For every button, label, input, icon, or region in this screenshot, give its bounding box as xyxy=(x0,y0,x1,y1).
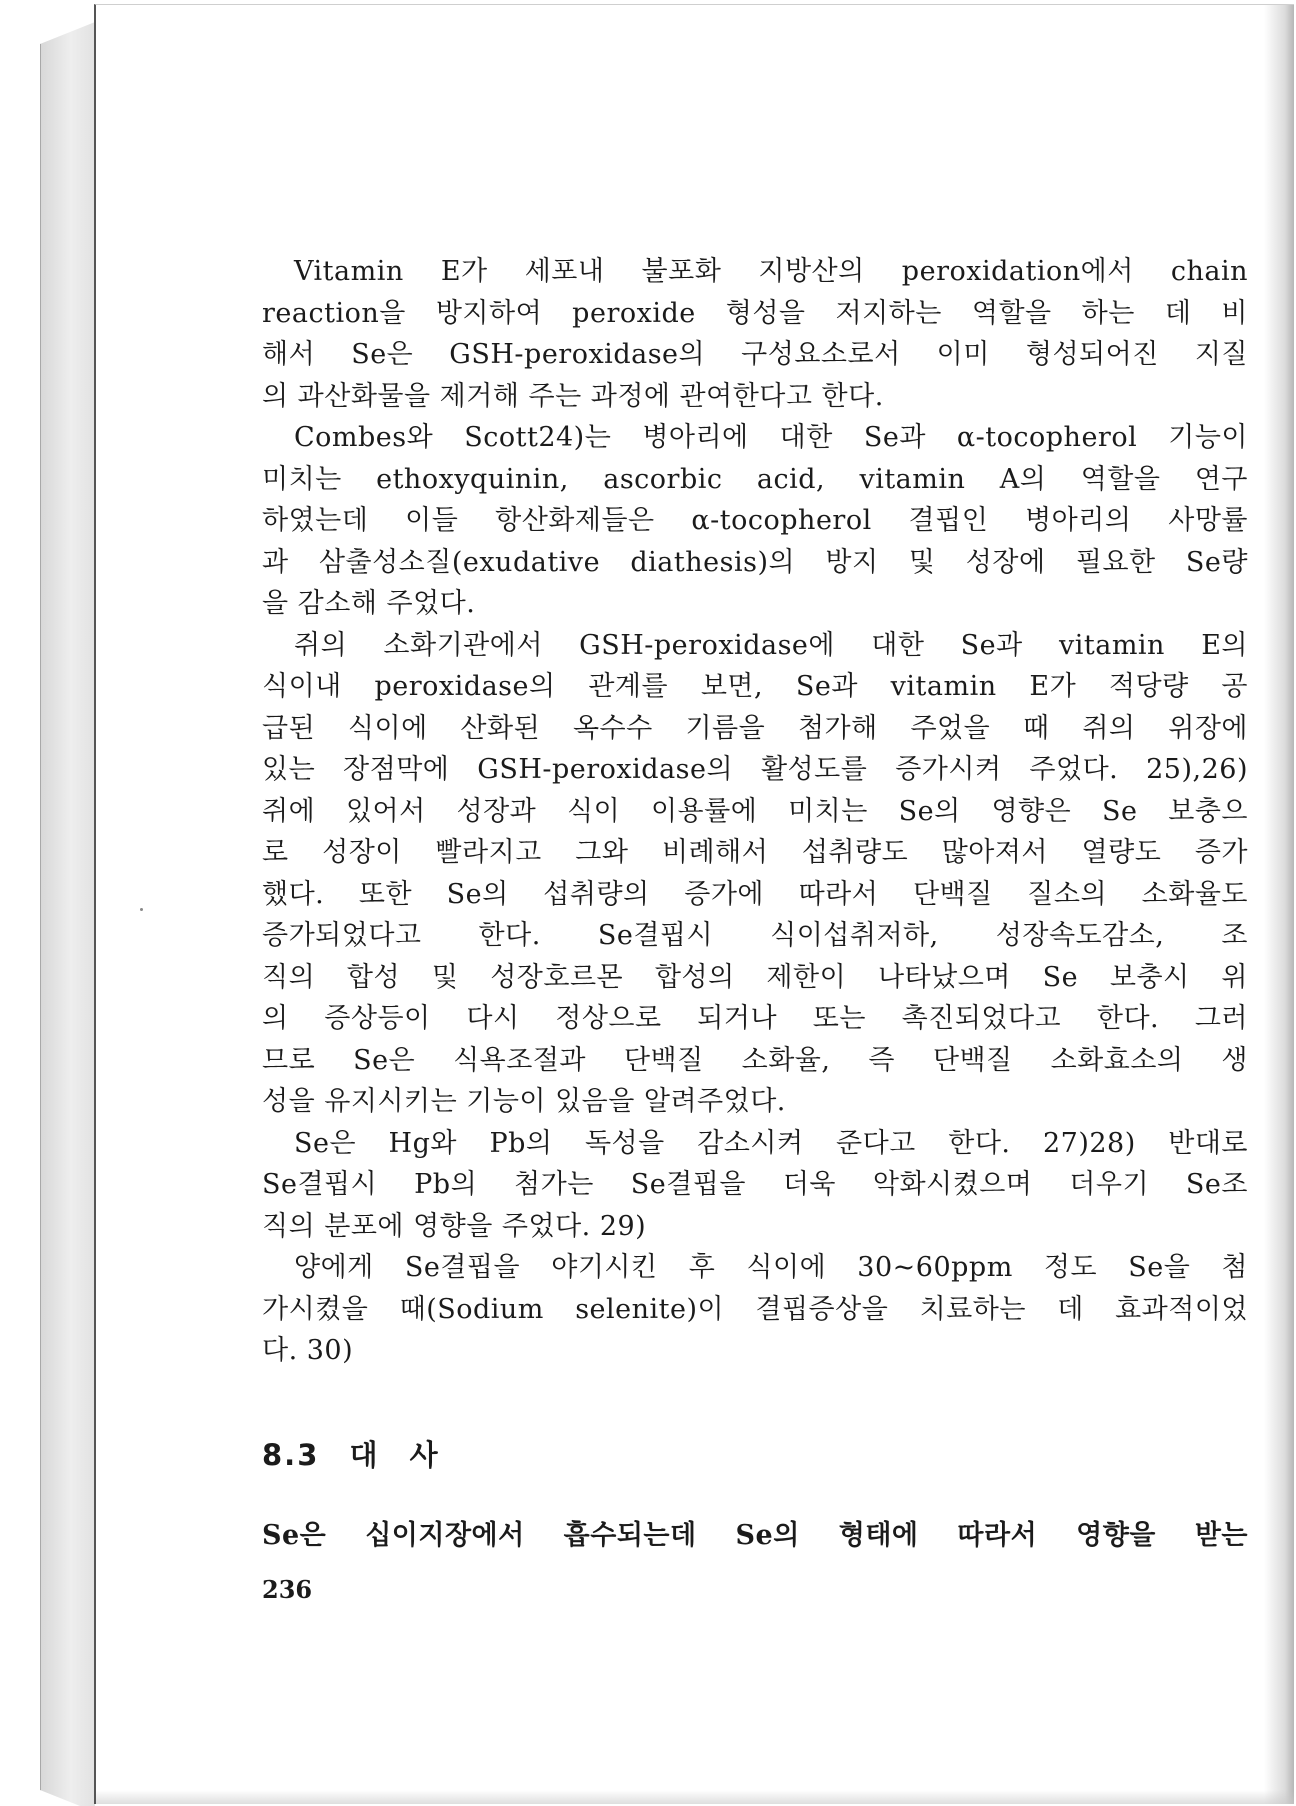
paragraph xyxy=(262,417,1248,625)
text-line: 의 증상등이 다시 정상으로 되거나 또는 촉진되었다고 한다. 그러 xyxy=(262,1003,1248,1034)
section-heading: 8.3 대 사 xyxy=(262,1438,440,1472)
text-line: 성을 유지시키는 기능이 있음을 알려주었다. xyxy=(262,1086,786,1117)
paragraph xyxy=(262,251,1248,417)
text-line: 므로 Se은 식욕조절과 단백질 소화율, 즉 단백질 소화효소의 생 xyxy=(262,1044,1248,1076)
text-line: 식이내 peroxidase의 관계를 보면, Se과 vitamin E가 적당량 공 xyxy=(262,671,1248,702)
paragraph xyxy=(262,1247,1248,1372)
margin-mark xyxy=(140,908,143,911)
text-line: 있는 장점막에 GSH-peroxidase의 활성도를 증가시켜 주었다. 25),26) xyxy=(262,754,1248,785)
text-line: 했다. 또한 Se의 섭취량의 증가에 따라서 단백질 질소의 소화율도 xyxy=(262,878,1248,910)
text-line: 과 삼출성소질(exudative diathesis)의 방지 및 성장에 필요한 Se량 xyxy=(262,546,1248,578)
book-edge xyxy=(40,22,95,1806)
text-line: 쥐에 있어서 성장과 식이 이용률에 미치는 Se의 영향은 Se 보충으 xyxy=(262,795,1248,827)
text-line: 로 성장이 빨라지고 그와 비례해서 섭취량도 많아져서 열량도 증가 xyxy=(262,837,1248,868)
text-line: 가시켰을 때(Sodium selenite)이 결핍증상을 치료하는 데 효과적이었 xyxy=(262,1293,1248,1325)
book-page xyxy=(94,4,1294,1804)
text-line: Se은 십이지장에서 흡수되는데 Se의 형태에 따라서 영향을 받는 xyxy=(262,1520,1248,1551)
text-line: reaction을 방지하여 peroxide 형성을 저지하는 역할을 하는 데 비 xyxy=(262,297,1248,329)
paragraph xyxy=(262,625,1248,1123)
text-line: 쥐의 소화기관에서 GSH-peroxidase에 대한 Se과 vitamin E의 xyxy=(294,629,1248,661)
page-number: 236 xyxy=(262,1575,313,1604)
body-text xyxy=(262,251,1248,1372)
text-line: 직의 분포에 영향을 주었다. 29) xyxy=(262,1210,647,1242)
text-line: 미치는 ethoxyquinin, ascorbic acid, vitamin A의 역할을 연구 xyxy=(262,463,1248,495)
book-edge-line xyxy=(40,44,41,1790)
text-line: 양에게 Se결핍을 야기시킨 후 식이에 30~60ppm 정도 Se을 첨 xyxy=(294,1252,1248,1283)
text-line: 직의 합성 및 성장호르몬 합성의 제한이 나타났으며 Se 보충시 위 xyxy=(262,961,1248,993)
text-line: 하였는데 이들 항산화제들은 α-tocopherol 결핍인 병아리의 사망률 xyxy=(262,505,1248,536)
text-line: Se은 Hg와 Pb의 독성을 감소시켜 준다고 한다. 27)28) 반대로 xyxy=(294,1127,1248,1159)
text-line: Se결핍시 Pb의 첨가는 Se결핍을 더욱 악화시켰으며 더우기 Se조 xyxy=(262,1169,1248,1200)
text-line: 을 감소해 주었다. xyxy=(262,588,476,619)
text-line: 해서 Se은 GSH-peroxidase의 구성요소로서 이미 형성되어진 지질 xyxy=(262,339,1248,370)
text-line: Vitamin E가 세포내 불포화 지방산의 peroxidation에서 chain xyxy=(294,256,1248,287)
page-shadow-bottom xyxy=(96,1790,1294,1804)
text-line: 증가되었다고 한다. Se결핍시 식이섭취저하, 성장속도감소, 조 xyxy=(262,920,1248,951)
text-line: 급된 식이에 산화된 옥수수 기름을 첨가해 주었을 때 쥐의 위장에 xyxy=(262,712,1248,744)
text-line: Combes와 Scott24)는 병아리에 대한 Se과 α-tocopherol 기능이 xyxy=(294,422,1248,453)
text-line: 다. 30) xyxy=(262,1335,354,1366)
section-paragraph xyxy=(262,1515,1248,1557)
paragraph xyxy=(262,1123,1248,1248)
page-shadow xyxy=(1264,5,1294,1804)
text-line: 의 과산화물을 제거해 주는 과정에 관여한다고 한다. xyxy=(262,380,884,412)
